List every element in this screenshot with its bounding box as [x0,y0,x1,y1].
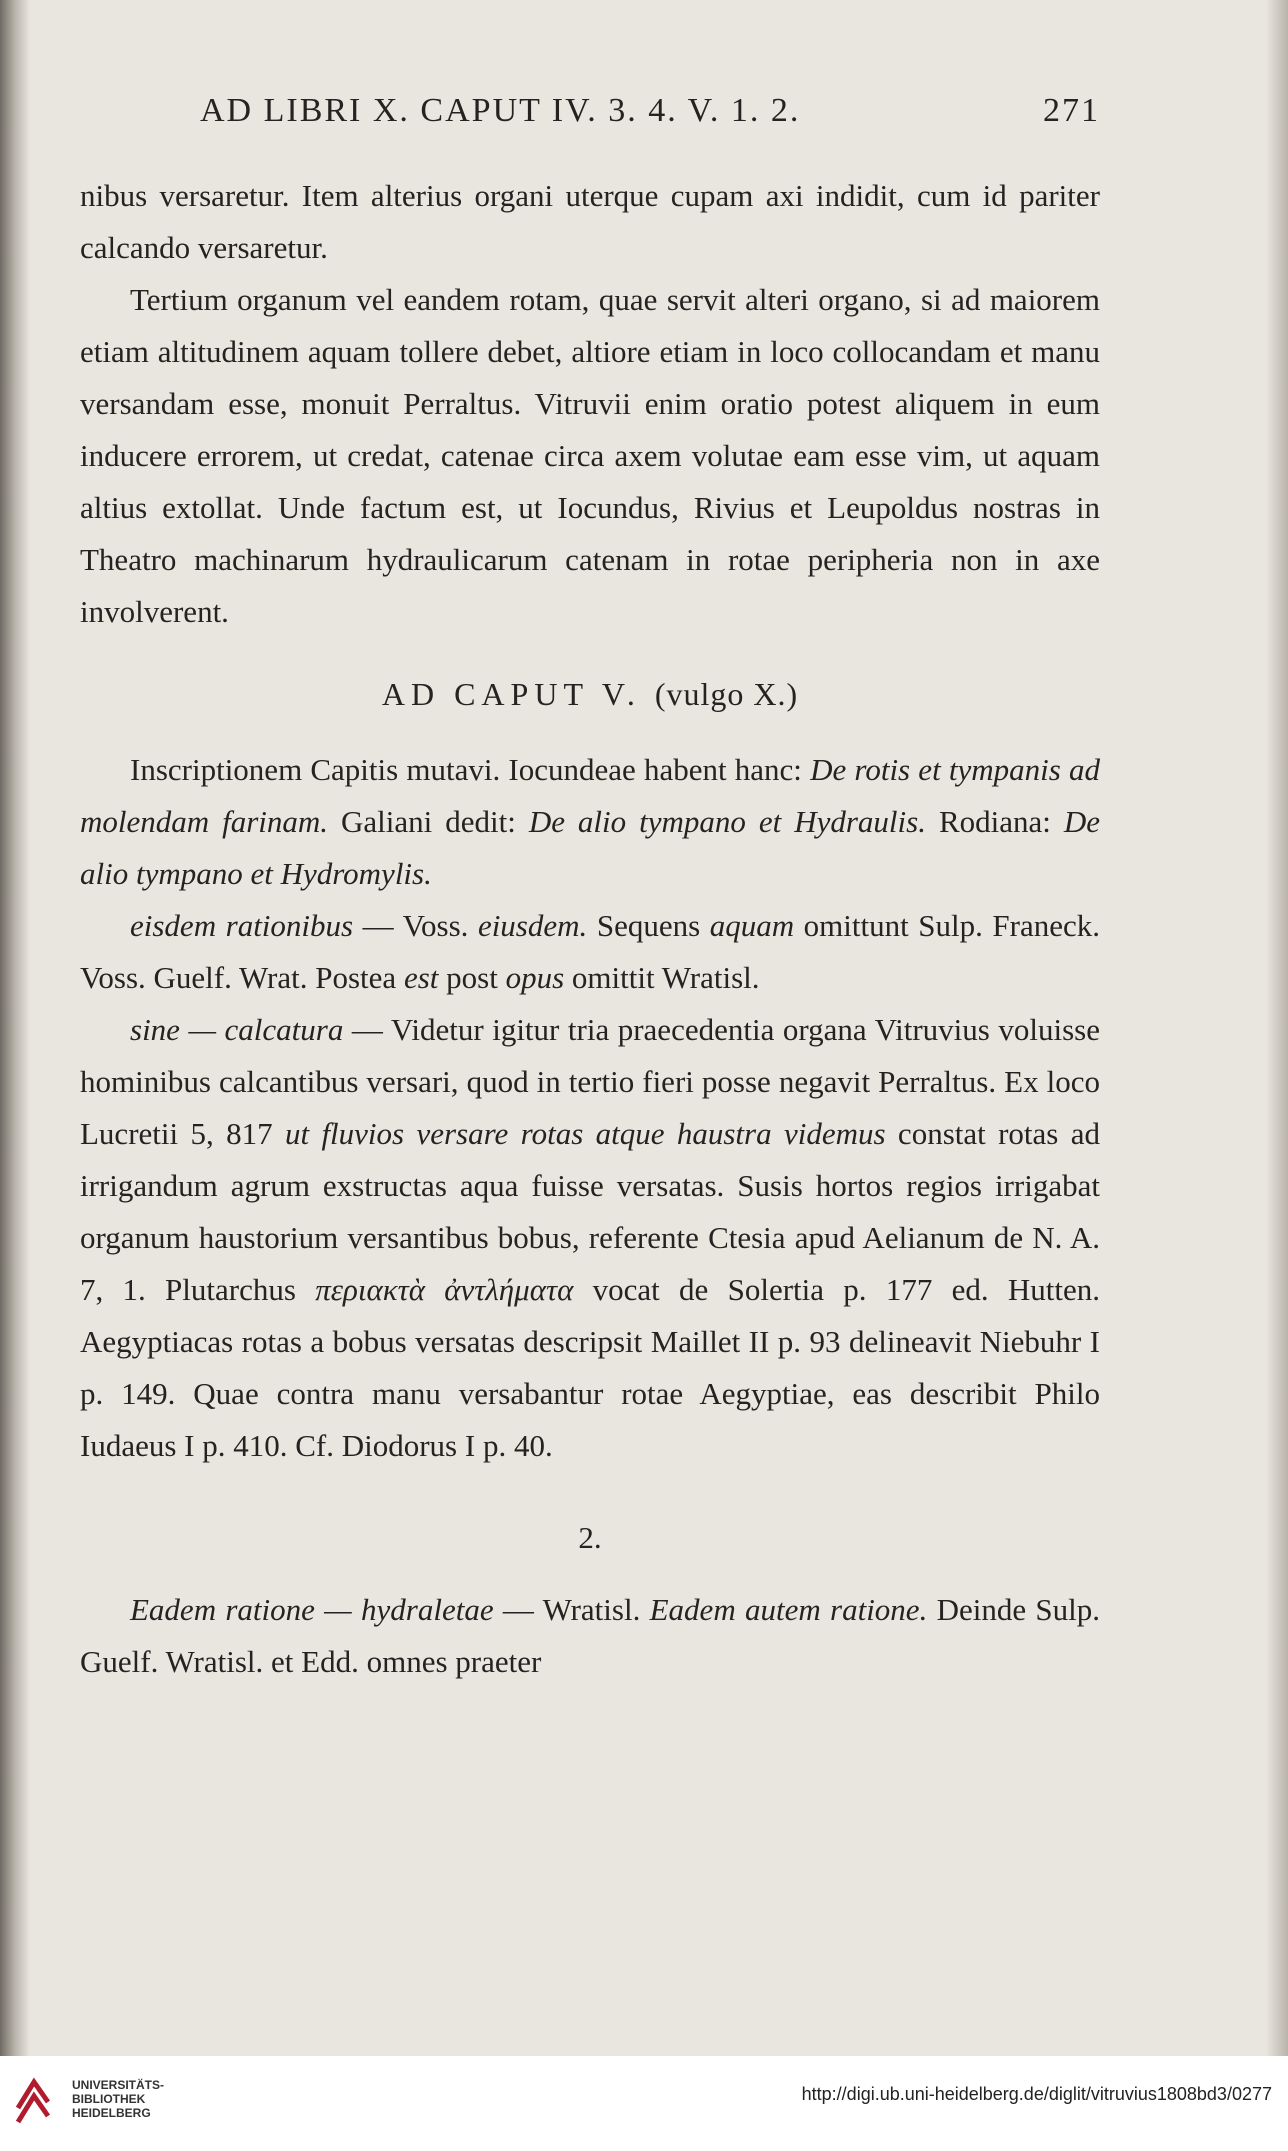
text-run: — Wratisl. [493,1592,650,1627]
italic-run: De rotis et tympanis ad molendam farinam. [80,752,1100,839]
italic-run: ut fluvios versare rotas atque haustra videmus [284,1116,886,1151]
paragraph-5 [80,1004,1100,1472]
page-number: 271 [1043,92,1100,129]
text-block [80,92,1100,1688]
source-url-link[interactable]: http://digi.ub.uni-heidelberg.de/diglit/vitruvius1808bd3/0277 [801,2084,1272,2104]
italic-run: opus [505,960,565,995]
section-number: 2. [578,1520,602,1555]
paragraph-6 [80,1584,1100,1688]
section-title: AD CAPUT V. [381,676,641,712]
text-run: — Voss. [353,908,478,943]
text-run: post [438,960,506,995]
italic-run: est [403,960,439,995]
greek-run: περιακτὰ ἀντλήματα [315,1272,574,1307]
logo-line: HEIDELBERG [72,2106,151,2120]
text-run: omittit Wratisl. [564,960,760,995]
paragraph-2: Tertium organum vel eandem rotam, quae servit alteri organo, si ad maiorem etiam altitudinem aquam tollere debet, altiore etiam in loco collocandam et manu versandam esse, monuit Perraltus. Vitruvii enim oratio potest aliquem in eum inducere errorem, ut credat, catenae circa axem volutae eam esse vim, ut aquam altius extollat. Unde factum est, ut Iocundus, Rivius et Leupoldus nostras in Theatro machinarum hydraulicarum catenam in rotae peripheria non in axe involverent. [80,282,1100,629]
text-run: Galiani dedit: [328,804,529,839]
section-subtitle: (vulgo X.) [654,676,799,712]
page-edge-shadow-right [1266,0,1288,2056]
header-title: AD LIBRI X. CAPUT IV. 3. 4. V. 1. 2. [200,92,801,129]
text-run: omittunt Sulp. Franeck. Voss. Guelf. Wrat. Postea [80,908,1100,995]
text-run: Deinde Sulp. Guelf. Wratisl. et Edd. omnes praeter [80,1592,1101,1679]
logo-line: UNIVERSITÄTS- [72,2078,165,2092]
library-logo-icon [14,2068,52,2128]
text-run: — Videtur igitur tria praecedentia organa Vitruvius voluisse hominibus calcantibus versari, quod in tertio fieri posse negavit Perraltus. Ex loco Lucretii 5, 817 [80,1012,1100,1151]
page-edge-shadow-left [0,0,30,2056]
footer-bar [0,2056,1288,2151]
library-logo-text [72,2078,164,2120]
text-run: Inscriptionem Capitis mutavi. Iocundeae habent hanc: [130,752,811,787]
italic-run: De alio tympano et Hydromylis. [80,804,1100,891]
italic-run: eisdem rationibus [130,908,354,943]
italic-run: sine — calcatura [130,1012,344,1047]
italic-run: De alio tympano et Hydraulis. [528,804,926,839]
text-run: constat rotas ad irrigandum agrum exstructas aqua fuisse versatas. Susis hortos regios irrigabat organum haustorium versantibus bobus, referente Ctesia apud Aelianum de N. A. 7, 1. Plutarchus [80,1116,1100,1307]
italic-run: aquam [709,908,795,943]
section-heading [80,668,1100,720]
italic-run: Eadem autem ratione. [649,1592,928,1627]
text-run: vocat de Solertia p. 177 ed. Hutten. Aegyptiacas rotas a bobus versatas descripsit Maillet II p. 93 delineavit Niebuhr I p. 149. Quae contra manu versabantur rotae Aegyptiae, eas describit Philo Iudaeus I p. 410. Cf. Diodorus I p. 40. [80,1272,1100,1463]
text-run: Rodiana: [925,804,1064,839]
text-run: Sequens [587,908,710,943]
italic-run: eiusdem. [477,908,588,943]
running-header [80,92,1100,132]
paragraph-4 [80,900,1100,1004]
italic-run: Eadem ratione — hydraletae [130,1592,494,1627]
paragraph-3 [80,744,1100,900]
paragraph-1: nibus versaretur. Item alterius organi uterque cupam axi indidit, cum id pariter calcando versaretur. [80,178,1100,265]
logo-line: BIBLIOTHEK [72,2092,146,2106]
